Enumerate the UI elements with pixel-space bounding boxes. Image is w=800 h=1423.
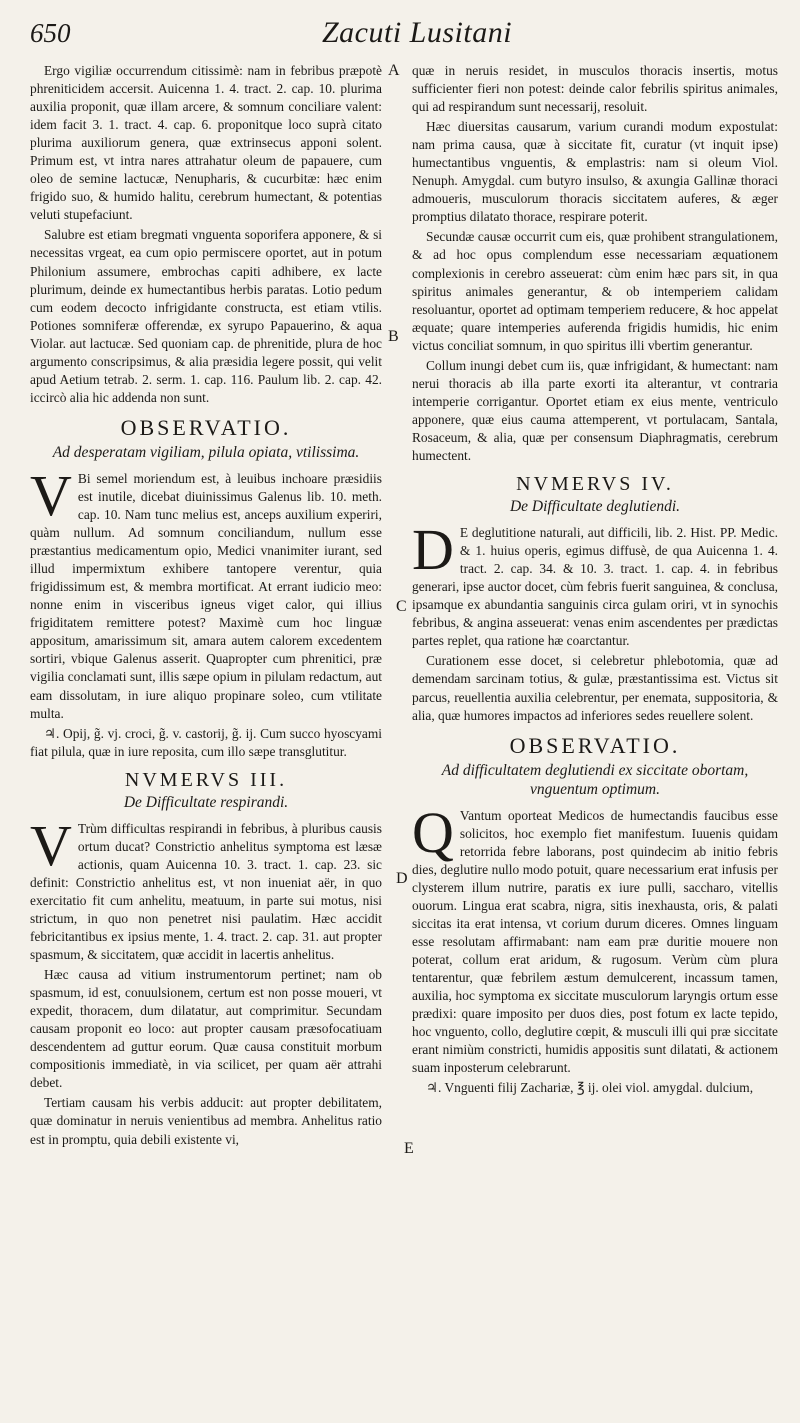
left-paragraph: Hæc causa ad vitium instrumentorum pertinet; nam ob spasmum, id est, conuulsionem, certum est non posse moueri, vt expedit, thoracem, dum dilatatur, aut comprimitur. Secundam causam proponit eo loco: aut propter causam præsofocatiuam descendentem ad guttur eorum. Quæ causa constituit morbum compositionis immediatè, in via scilicet, per quam aër attrahi debet. (30, 967, 382, 1091)
drop-capital: V (30, 812, 72, 878)
page-header (30, 14, 778, 58)
recipe: ♃. Vnguenti filij Zachariæ, ℥ ij. olei viol. amygdal. dulcium, (426, 1080, 754, 1096)
observatio-text: Vantum oporteat Medicos de humectandis faucibus esse solicitos, hoc exemplo fiet manifestum. Iuuenis quidam retorrida febre laborans, post quindecim ab initio febris dies, deglutire nullo modo potuit, quare necessarium erat infusis per clysterem illum nutrire, paratis ex iure pulli, saccharo, vitellis ouorum. Lingua erat scabra, nigra, sitis inexhausta, oris, & palati siccitas ita erat intensa, vt corium durum diceres. Omnes linguam esse resolutam affirmabant: nam eam præ duritie mouere non poterat, collum erat aridum, & rugosum. Verùm cùm plura tentarentur, quæ febrilem æstum demulcerent, incassum tamen, auxilia, hoc symptoma ex siccitate musculorum laryngis ortum esse prædixi: quare imposito per duos dies, post fotum ex lacte tepido, hoc vnguento, collo, deglutire cœpit, & musculi illi qui præ siccitate erant nimiùm constricti, humidis appositis sunt dilatati, & actionem suam inposterum celebrarunt. (412, 807, 778, 1076)
drop-capital: D (412, 517, 454, 583)
page-number: 650 (30, 18, 71, 48)
numerus-body (412, 517, 778, 650)
right-paragraph: Hæc diuersitas causarum, varium curandi modum expostulat: nam prima causa, quæ à siccitate fit, curatur (vt inquit ipse) humectantibus vnguentis, & emplastris: nam si oleum Viol. Nenuph. Amygdal. cum butyro insulso, & axungia Gallinæ thoraci admoueris, musculorum thoracis siccitatem auferes, & æger promptius dilatato thorace, respirare poterit. (412, 119, 778, 225)
right-paragraph: Collum inungi debet cum iis, quæ infrigidant, & humectant: nam nerui thoracis ab illa parte exorti ita alterantur, vt contraria intemperie corrigantur. Oportet etiam ex eius mente, ventriculo apponere, quæ eius cauma attemperent, vt portulacam, Santala, Rosaceum, & alia, quæ per consensum Diaphragmatis, cerebrum humectent. (412, 357, 778, 463)
observatio-subtitle: Ad desperatam vigiliam, pilula opiata, vtilissima. (52, 443, 360, 461)
margin-letter-b: B (388, 328, 399, 345)
observatio-body (412, 799, 778, 1078)
observatio-text: Bi semel moriendum est, à leuibus inchoare præsidiis est inutile, dicebat diuinissimus Galenus lib. 10. meth. cap. 10. Nam tunc melius est, anceps auxilium experiri, quàm nullum. Ad somnum conciliandum, nullum esse præstantius medicamentum opio, Medici vnanimiter iurant, sed illud impermixtum exhibere tantopere verentur, quia frigidissimum est, & membra mortificat. At errant iudicio meo: nonne enim in visceribus igneus viget calor, qui illius frigiditatem remittere potest? Maximè cum hoc linguæ appositum, amarissimum sit, amara autem calorem excedentem sortiri, vbique Galenus asserit. Quapropter cum phrenitici, præ vigilia conclamati sunt, illis sæpe opium in pilulam redactum, aut eam dissolutam, in iure aliquo propinare soleo, cum vtilitate multa. (30, 470, 382, 721)
right-paragraph: Curationem esse docet, si celebretur phlebotomia, quæ ad demendam sarcinam totius, & gulæ, præstantissima est. Victus sit parcus, reuellentia auxilia celebrentur, per enemata, suppositoria, & alia, quæ humores impactos ad inferiores sedes reuellere solent. (412, 653, 778, 723)
margin-letter-d: D (396, 870, 408, 887)
margin-letter-e: E (404, 1140, 414, 1157)
numerus-text: E deglutitione naturali, aut difficili, lib. 2. Hist. PP. Medic. & 1. huius operis, egimus diffusè, de qua Auicenna 1. 4. tract. 2. cap. 34. & 10. 3. tract. 1. cap. 4. in febribus generari, ipse auctor docet, cùm febris fuerit sanguinea, & conclusa, ipsamque ex abundantia sanguinis circa gulam oriri, vt in synochis febribus, & angina asseuerat: venas enim ascendentes per prædictas partes replet, qua ratione hæ coarctantur. (412, 525, 778, 649)
numerus-body (30, 812, 382, 964)
right-paragraph: quæ in neruis residet, in musculos thoracis insertis, motus sufficienter fieri non potest: deinde calor febrilis spiritus animales, qui ad respirandum sunt necessarij, resoluit. (412, 63, 778, 115)
left-column (30, 62, 382, 1151)
observatio-heading: OBSERVATIO. (120, 414, 292, 440)
left-paragraph: Salubre est etiam bregmati vnguenta soporifera apponere, & si necessitas vrgeat, ea cum opio permiscere oportet, aut in potum Philonium assumere, embrochas capiti adhibere, ex lacte plurimum, deinde ex humectantibus herbis paratas. Lotio pedum cum eodem decocto infrigidante constructa, est etiam vtilis. Potiones somniferæ offerendæ, ex syrupo Papauerino, & aqua Violar. aut lactucæ. Sed quoniam cap. de phrenitide, plura de hoc argumento conscripsimus, & alia præsidia legere possit, qui velit apud Aetium tetrab. 2. serm. 1. cap. 116. Paulum lib. 2. cap. 42. iccircò alia hic addenda non sunt. (30, 227, 382, 405)
recipe: ♃. Opij, g̃. vj. croci, g̃. v. castorij, g̃. ij. Cum succo hyoscyami fiat pilula, quæ in iure reposita, cum illo sæpe transglutitur. (30, 725, 382, 759)
drop-capital: V (30, 462, 72, 528)
left-paragraph: Tertiam causam his verbis adducit: aut propter debilitatem, quæ dominatur in neruis venientibus ad membra. Anhelitus ratio est in promptu, quia debili existente vi, (30, 1095, 382, 1147)
margin-letter-c: C (396, 598, 407, 615)
right-column (412, 62, 778, 1099)
numerus-subtitle: De Difficultate deglutiendi. (509, 498, 681, 516)
numerus-heading: NVMERVS III. (124, 768, 288, 791)
running-title: Zacuti Lusitani (322, 16, 513, 49)
margin-letter-a: A (388, 62, 400, 79)
right-paragraph: Secundæ causæ occurrit cum eis, quæ prohibent strangulationem, & ad hoc opus complendum esse necessariam æquationem complexionis in cerebro asseuerat: cùm enim hæc pars sit, in qua spiritus animales generantur, & ob intemperiem calidam resoluantur, oportet ad optimam temperiem reducere, & hoc appelat æquate; quare intemperies auferenda frigidis humidis, hic enim victus conciliat somnum, in quo spiritus illi vbertim generantur. (412, 229, 778, 353)
numerus-text: Trùm difficultas respirandi in febribus, à pluribus causis ortum ducat? Constrictio anhelitus symptoma est læsæ actionis, quam Auicenna 10. 3. tract. 1. cap. 23. sic definit: Constrictio anhelitus est, vt non inueniat aër, in quo exercitatio fit cum anhelitu, meatuum, in parte sui motus, nisi strictum, in quo non penetret nisi paulatim. Hæc accidit febricitantibus ex ipsius mente, 1. 4. tract. 2. cap. 31. aut propter spasmum, & siccitatem, quæ accidit in lacertis anhelitus. (30, 820, 382, 963)
numerus-heading: NVMERVS IV. (516, 473, 674, 496)
observatio-body (30, 462, 382, 723)
numerus-subtitle: De Difficultate respirandi. (123, 793, 289, 811)
drop-capital: Q (412, 799, 454, 865)
observatio-heading: OBSERVATIO. (509, 732, 681, 758)
left-paragraph: Ergo vigiliæ occurrendum citissimè: nam in febribus præpotè phreniticidem accersit. Auicenna 1. 4. tract. 2. cap. 10. plurima auxilia proponit, quæ illam arcere, & somnum conciliare valent: idem facit 3. 1. tract. 4. cap. 6. proponitque loco suprà citato plurima auxiliorum genera, quæ extrinsecus apponi solent. Primum est, vt intra nares attrahatur oleum de papauere, cum oleo de semine lactucæ, Nenupharis, & cucurbitæ: hæc enim frigido suo, & humido halitu, cerebrum humectant, & potentias veluti stupefaciunt. (30, 63, 382, 223)
observatio-subtitle: Ad difficultatem deglutiendi ex siccitate obortam, vnguentum optimum. (441, 761, 749, 798)
